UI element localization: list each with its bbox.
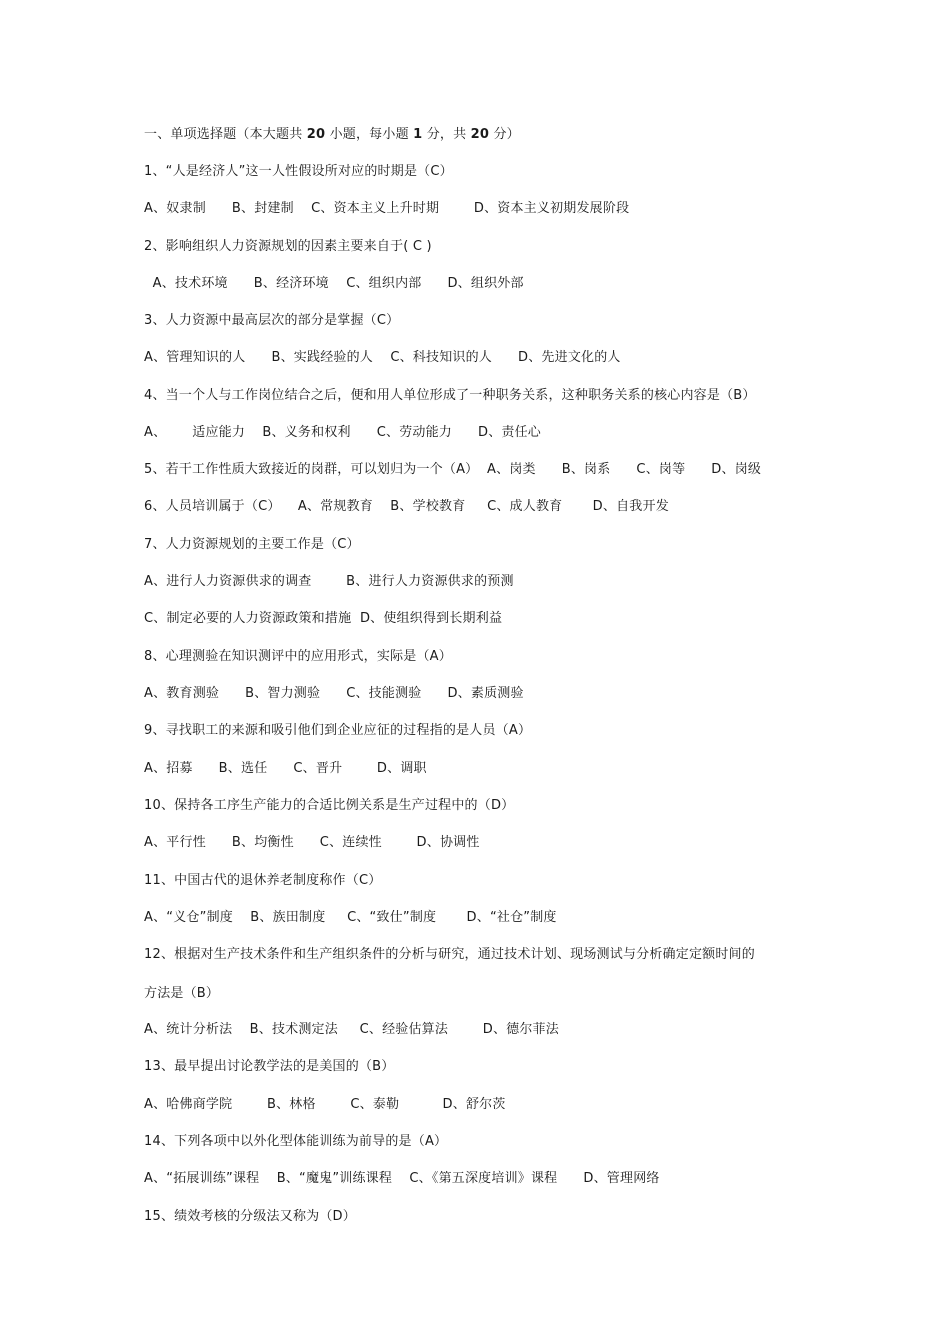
question-9: 9、寻找职工的来源和吸引他们到企业应征的过程指的是人员（A） bbox=[144, 723, 532, 738]
question-10-options: A、平行性 B、均衡性 C、连续性 D、协调性 bbox=[144, 835, 480, 850]
question-12-options: A、统计分析法 B、技术测定法 C、经验估算法 D、德尔菲法 bbox=[144, 1022, 559, 1037]
question-14-options: A、“拓展训练”课程 B、“魔鬼”训练课程 C、《第五深度培训》课程 D、管理网络 bbox=[144, 1171, 660, 1186]
question-4: 4、当一个人与工作岗位结合之后，便和用人单位形成了一种职务关系，这种职务关系的核心内容是（B） bbox=[144, 388, 756, 403]
question-11-options: A、“义仓”制度 B、族田制度 C、“致仕”制度 D、“社仓”制度 bbox=[144, 910, 557, 925]
question-11: 11、中国古代的退休养老制度称作（C） bbox=[144, 873, 382, 888]
heading-prefix: 一、单项选择题（本大题共 bbox=[144, 127, 307, 142]
question-7-options-cd: C、制定必要的人力资源政策和措施 D、使组织得到长期利益 bbox=[144, 611, 503, 626]
question-15: 15、绩效考核的分级法又称为（D） bbox=[144, 1209, 356, 1224]
heading-points-each: 1 bbox=[413, 127, 423, 142]
question-8: 8、心理测验在知识测评中的应用形式，实际是（A） bbox=[144, 649, 452, 664]
question-14: 14、下列各项中以外化型体能训练为前导的是（A） bbox=[144, 1134, 448, 1149]
question-7: 7、人力资源规划的主要工作是（C） bbox=[144, 537, 360, 552]
question-1: 1、“人是经济人”这一人性假设所对应的时期是（C） bbox=[144, 164, 453, 179]
question-4-options: A、 适应能力 B、义务和权利 C、劳动能力 D、责任心 bbox=[144, 425, 542, 440]
question-5-with-options: 5、若干工作性质大致接近的岗群，可以划归为一个（A） A、岗类 B、岗系 C、岗等 D、岗级 bbox=[144, 462, 762, 477]
section-heading bbox=[144, 126, 520, 144]
question-3-options: A、管理知识的人 B、实践经验的人 C、科技知识的人 D、先进文化的人 bbox=[144, 350, 621, 365]
question-1-options: A、奴隶制 B、封建制 C、资本主义上升时期 D、资本主义初期发展阶段 bbox=[144, 201, 630, 216]
question-12: 12、根据对生产技术条件和生产组织条件的分析与研究，通过技术计划、现场测试与分析确定定额时间的 bbox=[144, 947, 755, 962]
question-2: 2、影响组织人力资源规划的因素主要来自于( C ) bbox=[144, 239, 432, 254]
question-12-continued: 方法是（B） bbox=[144, 986, 220, 1001]
heading-question-count: 20 bbox=[306, 127, 326, 142]
question-7-options-ab: A、进行人力资源供求的调查 B、进行人力资源供求的预测 bbox=[144, 574, 514, 589]
heading-text: 小题，每小题 bbox=[325, 127, 414, 142]
heading-total-points: 20 bbox=[470, 127, 490, 142]
heading-suffix: 分） bbox=[489, 127, 520, 142]
question-6-with-options: 6、人员培训属于（C） A、常规教育 B、学校教育 C、成人教育 D、自我开发 bbox=[144, 499, 669, 514]
question-8-options: A、教育测验 B、智力测验 C、技能测验 D、素质测验 bbox=[144, 686, 524, 701]
question-2-options: A、技术环境 B、经济环境 C、组织内部 D、组织外部 bbox=[144, 276, 524, 291]
question-13-options: A、哈佛商学院 B、林格 C、泰勒 D、舒尔茨 bbox=[144, 1097, 506, 1112]
question-3: 3、人力资源中最高层次的部分是掌握（C） bbox=[144, 313, 400, 328]
question-10: 10、保持各工序生产能力的合适比例关系是生产过程中的（D） bbox=[144, 798, 515, 813]
question-13: 13、最早提出讨论教学法的是美国的（B） bbox=[144, 1059, 395, 1074]
question-9-options: A、招募 B、选任 C、晋升 D、调职 bbox=[144, 761, 427, 776]
heading-text: 分，共 bbox=[422, 127, 471, 142]
